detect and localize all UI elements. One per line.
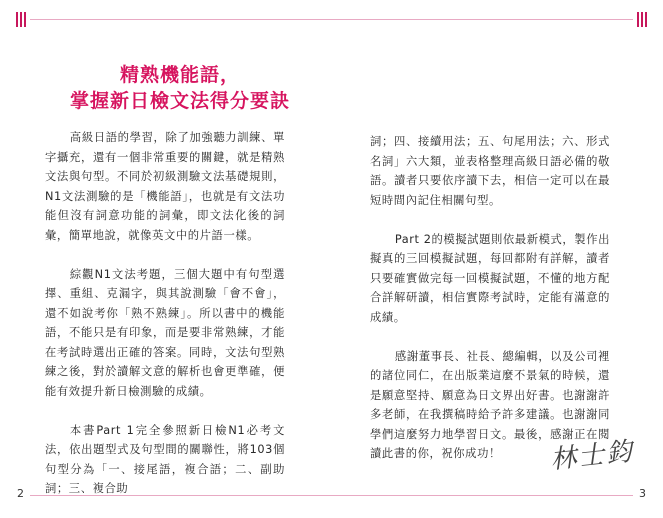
page-number-right: 3	[639, 487, 646, 500]
paragraph: 詞；四、接續用法；五、句尾用法；六、形式名詞」六大類，並表格整理高級日語必備的敬語。讀者只要依序讀下去，相信一定可以在最短時間內記住相關句型。	[370, 135, 610, 207]
paragraph: 綜觀N1文法考題，三個大題中有句型選擇、重組、克漏字，與其說測驗「會不會」，還不如說考你「熟不熟練」。所以書中的機能語，不能只是有印象，而是要非常熟練，才能在考試時選出正確的答案。同時，文法句型熟練之後，對於讀解文意的解析也會更準確，便能有效提升新日檢測驗的成績。	[45, 267, 285, 398]
paragraph: Part 2的模擬試題則依最新模式，製作出擬真的三回模擬試題，每回都附有詳解，讀者只要確實做完每一回模擬試題，不懂的地方配合詳解研讀，相信實際考試時，定能有滿意的成績。	[370, 232, 610, 324]
author-signature: 林士鈞	[548, 436, 636, 476]
paragraph: 本書Part 1完全參照新日檢N1必考文法，依出題型式及句型間的關聯性，將103個句型分為「一、接尾語，複合語；二、副助詞；三、複合助	[45, 423, 285, 495]
title-line-1: 精熟機能語，	[119, 64, 240, 86]
top-rule	[30, 19, 633, 20]
right-column	[370, 132, 610, 483]
title-line-2: 掌握新日檢文法得分要訣	[69, 90, 290, 112]
right-corner-marks	[637, 12, 647, 27]
left-corner-marks	[16, 12, 26, 27]
paragraph: 感謝董事長、社長、總編輯，以及公司裡的諸位同仁，在出版業這麼不景氣的時候，還是願意堅持、願意為日文界出好書。也謝謝許多老師，在我撰稿時給予許多建議。也謝謝同學們這麼努力地學習日文。最後，感謝正在閱讀此書的你，祝你成功！	[370, 349, 610, 460]
page-number-left: 2	[17, 487, 24, 500]
paragraph: 高級日語的學習，除了加強聽力訓練、單字攝充，還有一個非常重要的關鍵，就是精熟文法與句型。不同於初級測驗文法基礎規則，N1文法測驗的是「機能語」，也就是有文法功能但沒有詞意功能的詞彙，即文法化後的詞彙，簡單地說，就像英文中的片語一樣。	[45, 131, 285, 242]
bottom-rule	[30, 495, 633, 496]
left-column	[45, 128, 285, 518]
